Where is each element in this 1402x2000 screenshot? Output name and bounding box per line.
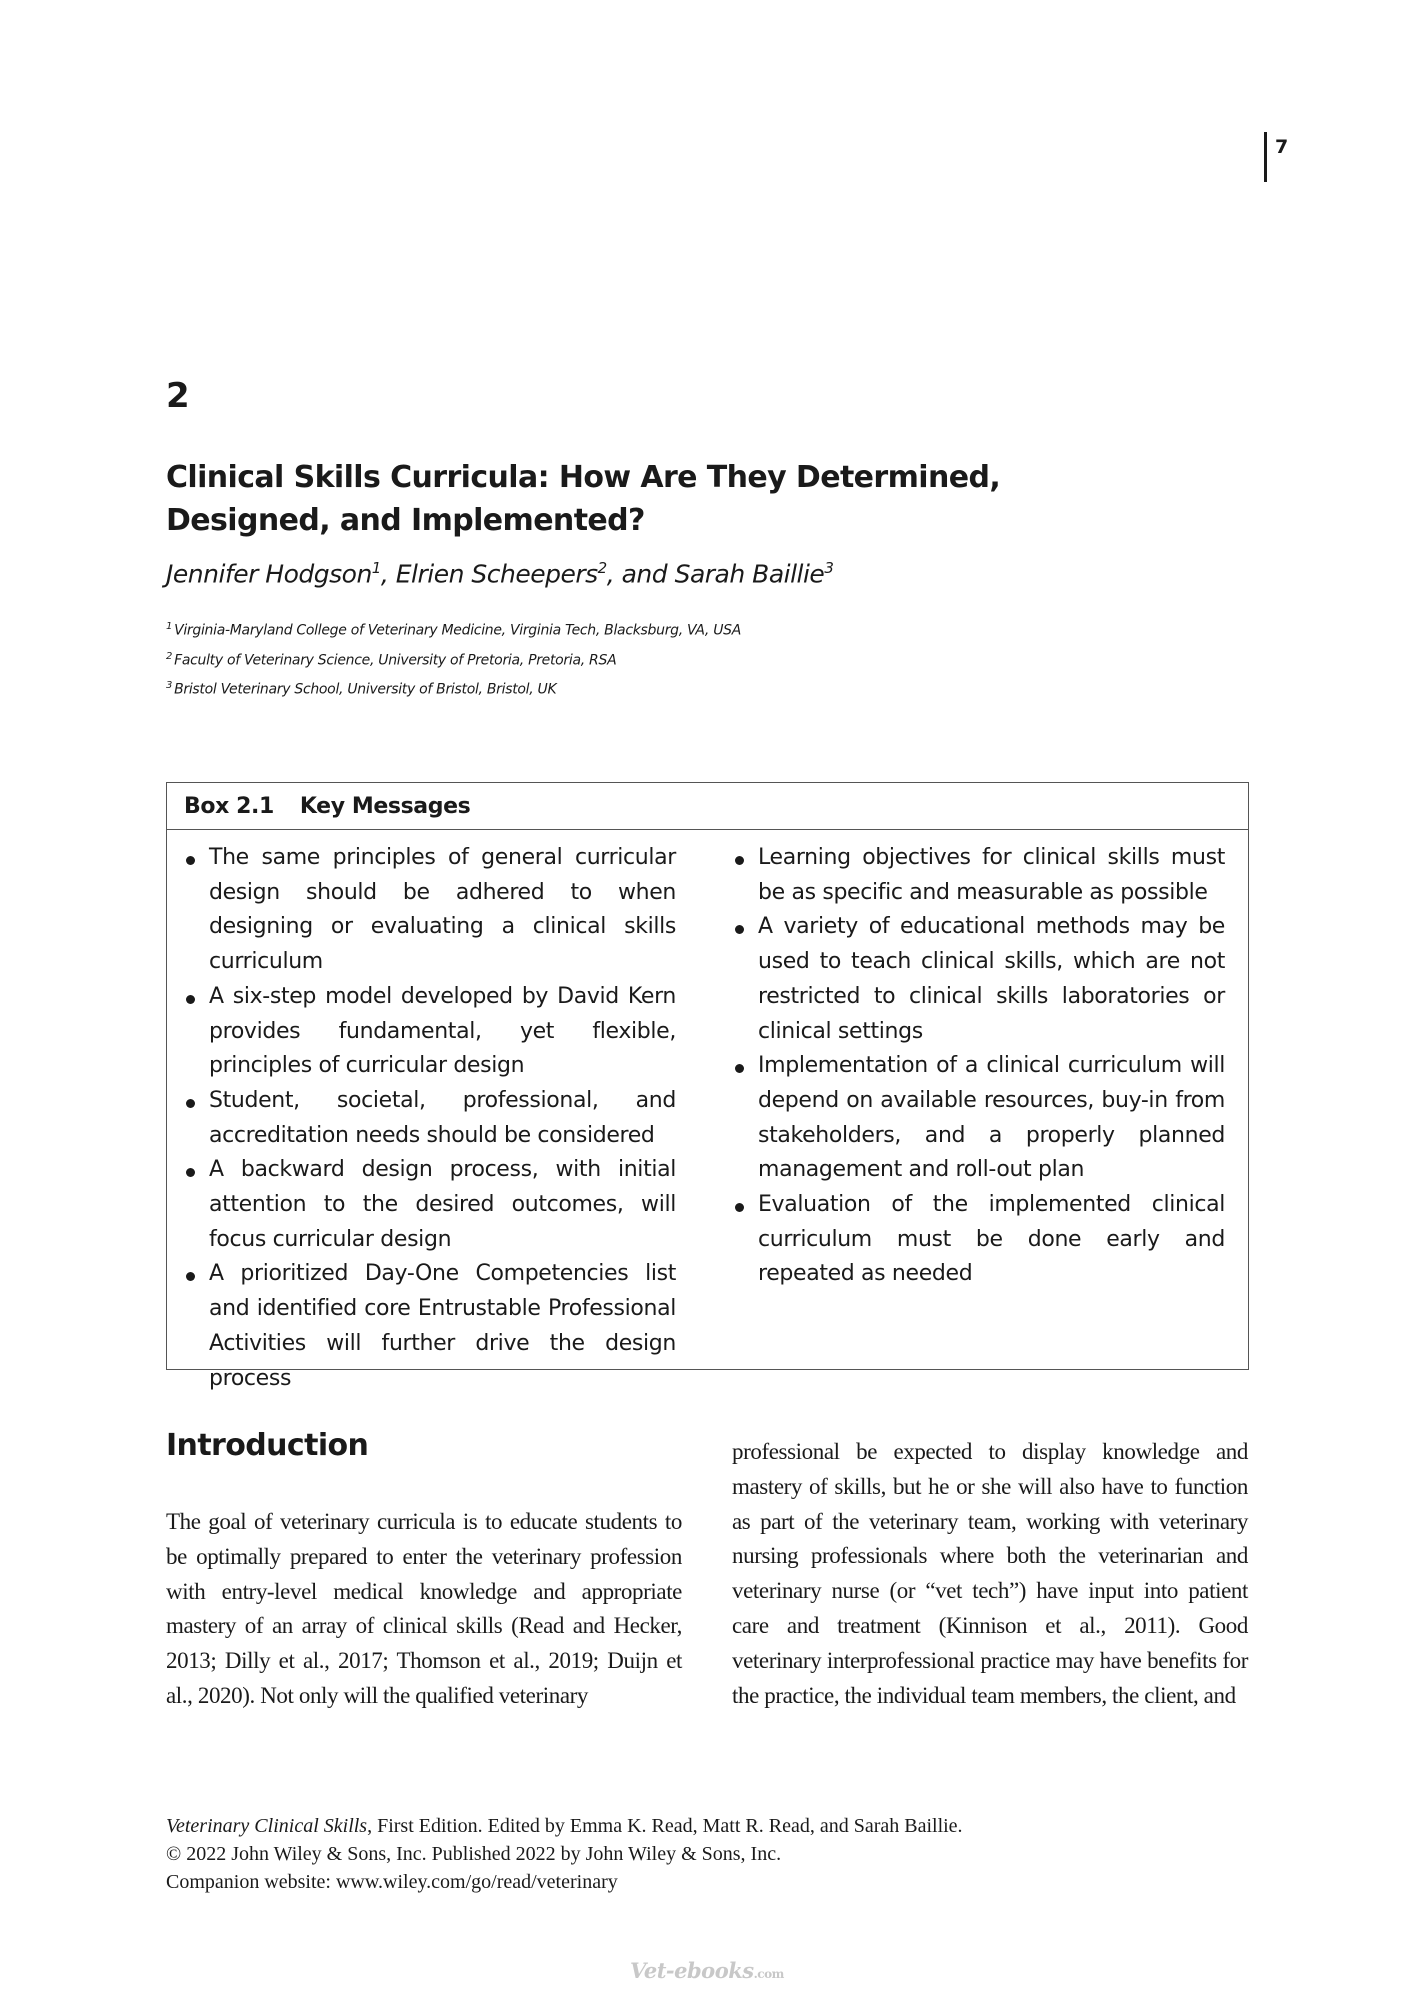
page-number-rule (1264, 132, 1267, 182)
chapter-title (166, 456, 1066, 542)
author-affiliation-marker: 1 (371, 559, 381, 577)
body-paragraph-right: professional be expected to display knowledge and mastery of skills, but he or she will also have to function as part of the veterinary team, working with veterinary nursing professionals where both the veterinarian and veterinary nurse (or “vet tech”) have input into patient care and treatment (Kinnison et al., 2011). Good veterinary interprofessional practice may have benefits for the practice, the individual team members, the client, and (732, 1439, 1248, 1708)
affiliation-list (166, 614, 1166, 703)
footer-companion-line: Companion website: www.wiley.com/go/read/veterinary (166, 1871, 618, 1893)
bullet-item: Learning objectives for clinical skills must be as specific and measurable as possible (733, 841, 1225, 910)
bullet-item: A backward design process, with initial attention to the desired outcomes, will focus curricular design (184, 1153, 676, 1257)
affiliation-text: Faculty of Veterinary Science, University of Pretoria, Pretoria, RSA (174, 652, 617, 669)
author-separator: , and (606, 559, 675, 589)
key-messages-box (166, 782, 1249, 1391)
page-number: 7 (1275, 136, 1289, 158)
affiliation-marker: 2 (166, 650, 173, 662)
affiliation-item (166, 614, 1166, 644)
bullet-item: Evaluation of the implemented clinical curriculum must be done early and repeated as needed (733, 1188, 1225, 1292)
watermark-logo (630, 1958, 784, 1983)
section-heading: Introduction (166, 1428, 369, 1463)
affiliation-marker: 1 (166, 621, 173, 632)
author-affiliation-marker: 2 (597, 559, 607, 577)
author-affiliation-marker: 3 (824, 559, 834, 577)
author-name: Jennifer Hodgson (166, 559, 372, 589)
watermark-text: Vet-ebooks (630, 1958, 754, 1983)
author-name: Elrien Scheepers (395, 559, 598, 589)
footer-copyright-line: © 2022 John Wiley & Sons, Inc. Published 2022 by John Wiley & Sons, Inc. (166, 1843, 782, 1865)
box-number: Box 2.1 (184, 793, 274, 819)
affiliation-text: Bristol Veterinary School, University of Bristol, Bristol, UK (174, 681, 557, 698)
chapter-title-line-1: Clinical Skills Curricula: How Are They Determined, (166, 460, 1001, 495)
bullet-item: Implementation of a clinical curriculum will depend on available resources, buy-in from stakeholders, and a properly planned management and roll-out plan (733, 1049, 1225, 1188)
bullet-item: Student, societal, professional, and accreditation needs should be considered (184, 1084, 676, 1153)
box-column-right (733, 841, 1225, 1292)
body-paragraph-left: The goal of veterinary curricula is to educate students to be optimally prepared to enter the veterinary profession with entry-level medical knowledge and appropriate mastery of an array of clinical skills (Read and Hecker, 2013; Dilly et al., 2017; Thomson et al., 2019; Duijn et al., 2020). Not only will the qualified veterinary (166, 1509, 682, 1708)
box-title: Key Messages (299, 793, 471, 819)
box-header (167, 783, 1248, 830)
author-separator: , (380, 559, 396, 589)
bullet-item: A variety of educational methods may be used to teach clinical skills, which are not restricted to clinical skills laboratories or clinical settings (733, 910, 1225, 1049)
chapter-number: 2 (166, 376, 190, 416)
box-column-left (184, 841, 676, 1396)
footer-edition-line (166, 1812, 1166, 1840)
author-list (166, 548, 1166, 594)
affiliation-text: Virginia-Maryland College of Veterinary Medicine, Virginia Tech, Blacksburg, VA, USA (174, 622, 742, 639)
bullet-list (733, 841, 1225, 1292)
copyright-footer (166, 1812, 1166, 1896)
bullet-item: The same principles of general curricular design should be adhered to when designing or evaluating a clinical skills curriculum (184, 841, 676, 980)
bullet-item: A prioritized Day-One Competencies list and identified core Entrustable Professional Activities will further drive the design process (184, 1257, 676, 1396)
chapter-title-line-2: Designed, and Implemented? (166, 503, 645, 538)
affiliation-item (166, 673, 1166, 703)
affiliation-marker: 3 (166, 680, 173, 692)
bullet-item: A six-step model developed by David Kern provides fundamental, yet flexible, principles of curricular design (184, 980, 676, 1084)
affiliation-item (166, 644, 1166, 674)
edition-text: , First Edition. Edited by Emma K. Read, Matt R. Read, and Sarah Baillie. (367, 1815, 963, 1837)
watermark-suffix: .com (753, 1967, 784, 1981)
book-title: Veterinary Clinical Skills (166, 1815, 368, 1837)
bullet-list (184, 841, 676, 1396)
author-name: Sarah Baillie (674, 559, 825, 589)
